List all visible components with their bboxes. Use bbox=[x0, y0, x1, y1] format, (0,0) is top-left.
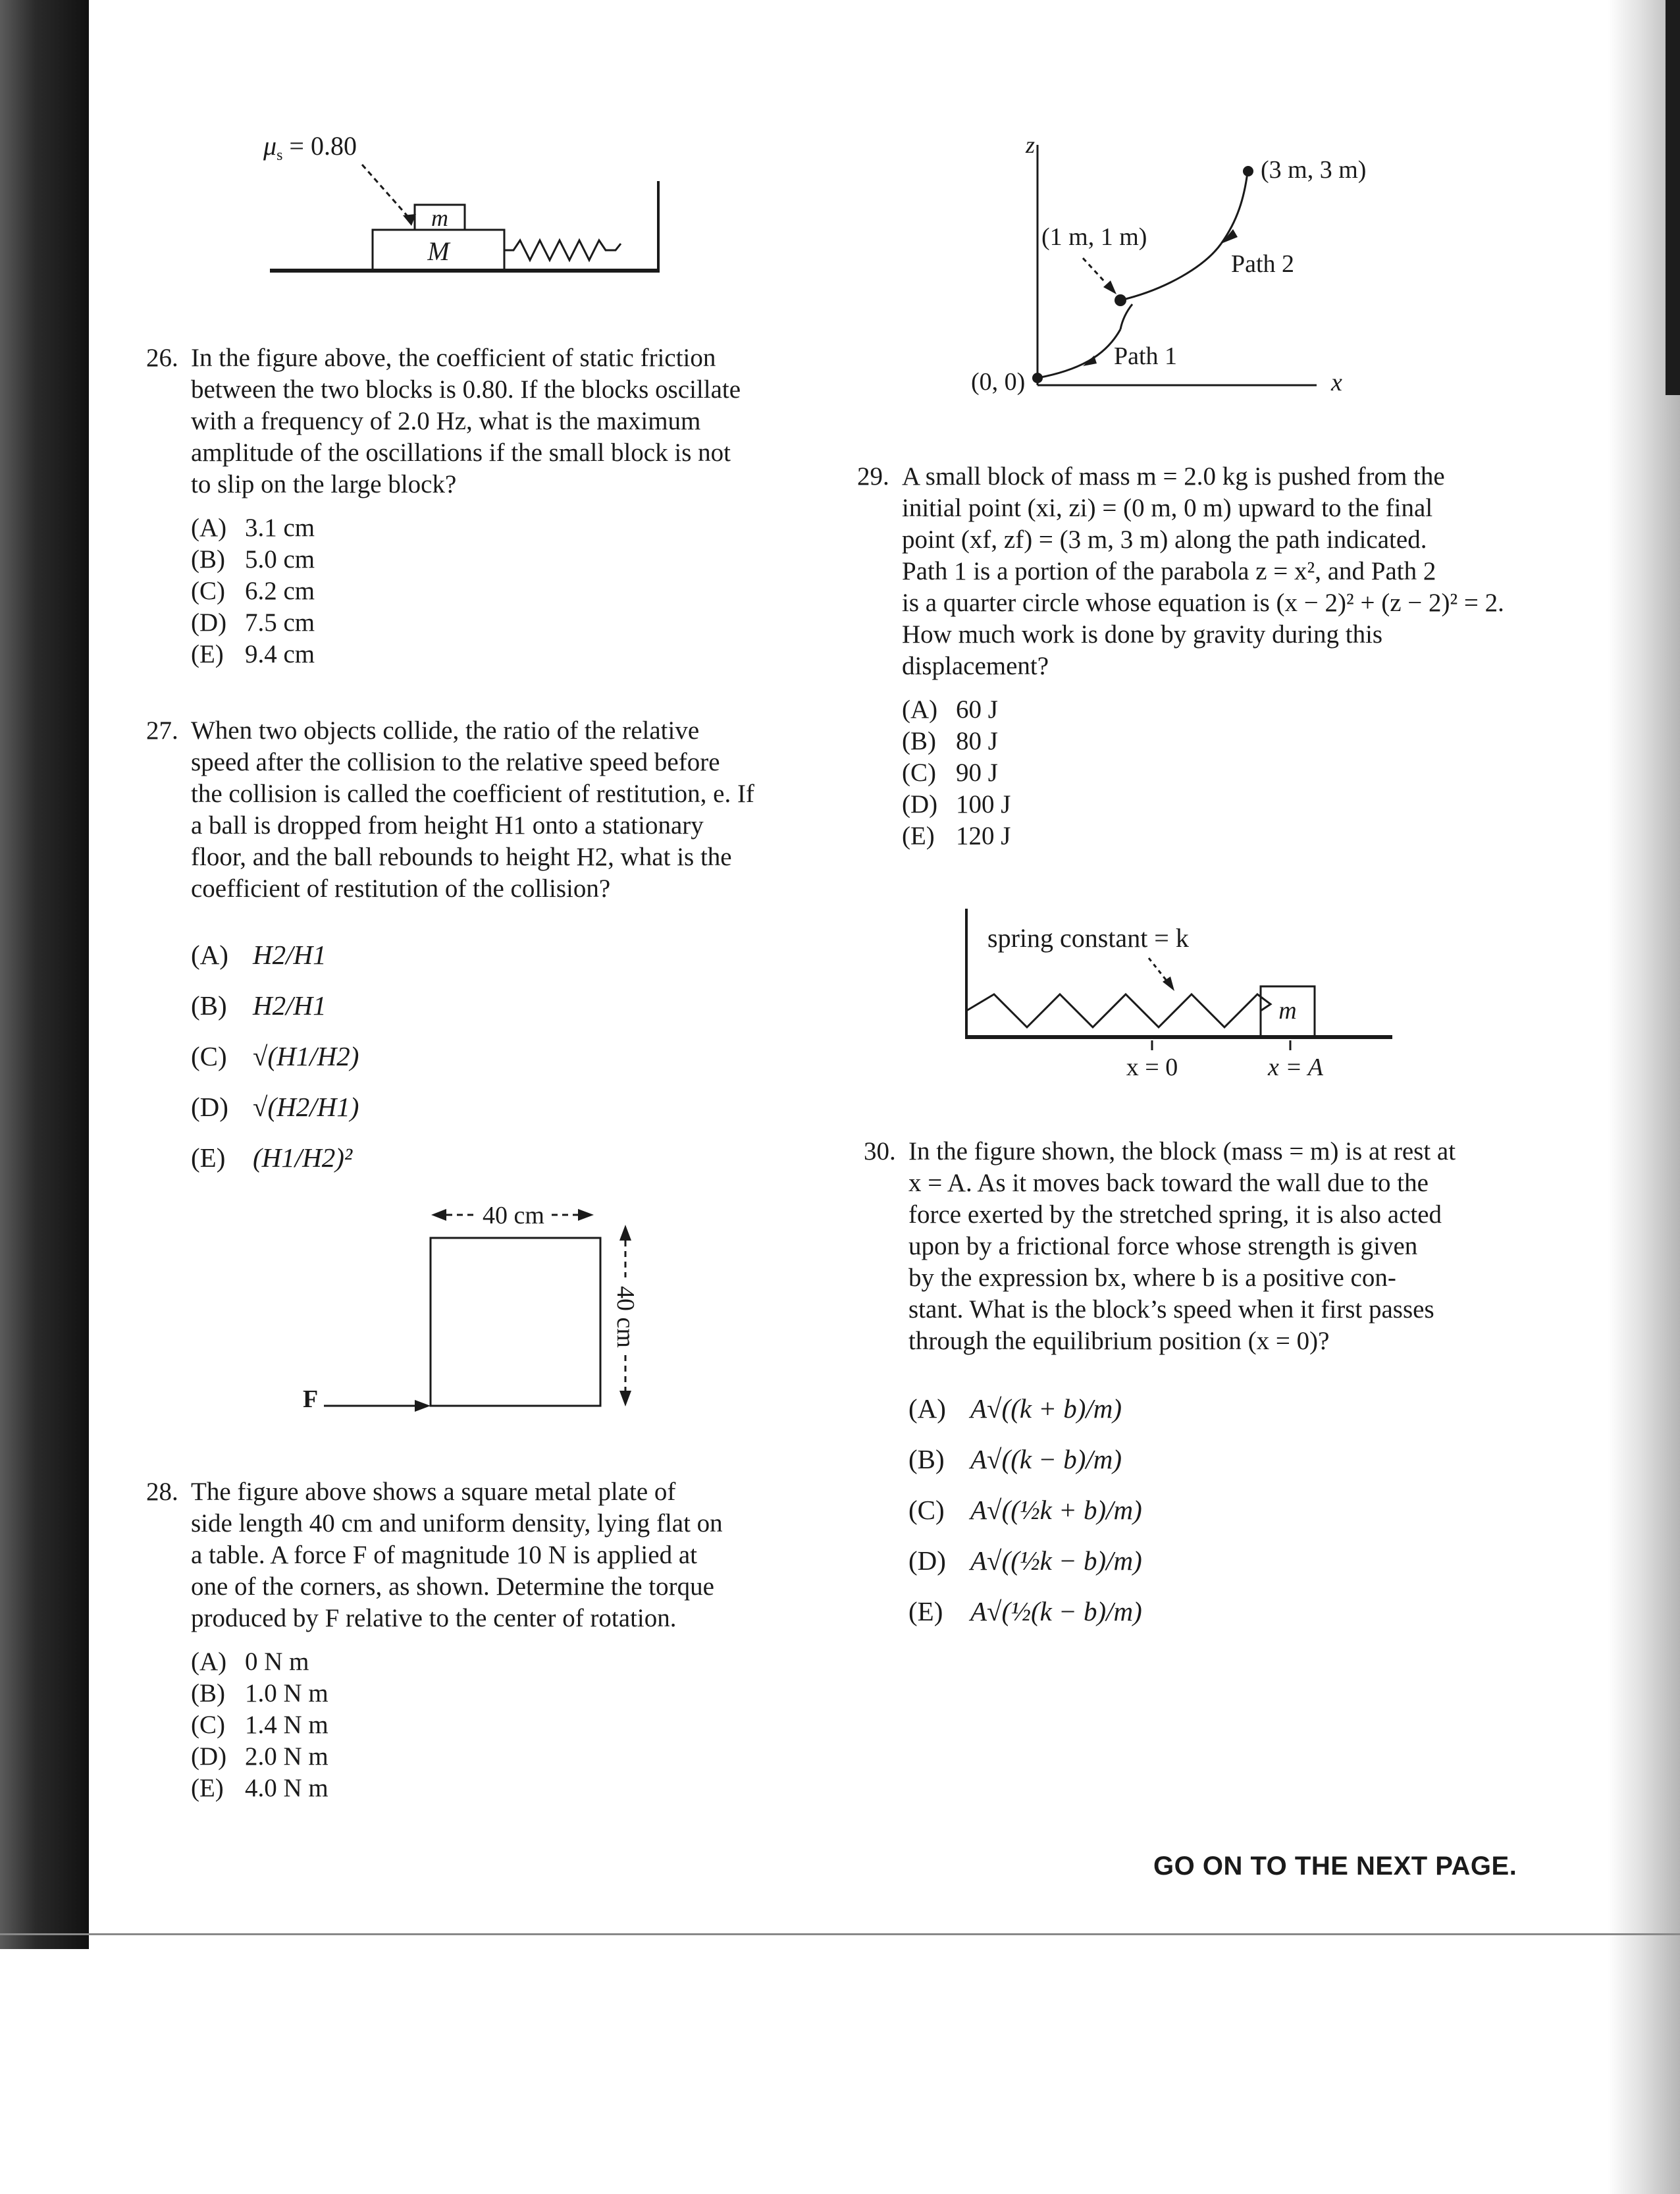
question-line: How much work is done by gravity during this bbox=[902, 620, 1383, 649]
choice-b[interactable]: (B) 5.0 cm bbox=[191, 545, 315, 574]
answer-choices bbox=[191, 930, 804, 1183]
q26-spring bbox=[504, 240, 621, 260]
question-line: is a quarter circle whose equation is (x − 2)² + (z − 2)² = 2. bbox=[902, 589, 1504, 617]
q29-figure bbox=[948, 132, 1448, 408]
question-line: upon by a frictional force whose strength is given bbox=[908, 1232, 1418, 1260]
svg-text:40 cm: 40 cm bbox=[612, 1286, 639, 1348]
choice-a[interactable]: (A) 3.1 cm bbox=[191, 514, 315, 542]
q26-figure bbox=[250, 128, 671, 300]
question-line: produced by F relative to the center of rotation. bbox=[191, 1604, 677, 1632]
choice-b[interactable]: (B) A√((k − b)/m) bbox=[908, 1444, 1122, 1474]
question-line: The figure above shows a square metal plate of bbox=[191, 1478, 676, 1506]
svg-text:Path 2: Path 2 bbox=[1231, 250, 1295, 278]
question-27 bbox=[146, 715, 804, 1183]
svg-text:(1 m, 1 m): (1 m, 1 m) bbox=[1041, 223, 1147, 251]
scan-binding-shadow bbox=[0, 0, 89, 1949]
question-line: force exerted by the stretched spring, it is also acted bbox=[908, 1200, 1442, 1229]
choice-c[interactable]: (C) 1.4 N m bbox=[191, 1711, 328, 1739]
q28-plate bbox=[431, 1238, 600, 1406]
choice-b[interactable]: (B) 1.0 N m bbox=[191, 1679, 328, 1707]
svg-text:x: x bbox=[1331, 369, 1342, 396]
q29-end-point bbox=[1243, 166, 1253, 176]
question-number: 26. bbox=[146, 344, 178, 372]
q30-figure bbox=[955, 905, 1415, 1096]
question-text bbox=[191, 715, 804, 905]
question-line: floor, and the ball rebounds to height H2, what is the bbox=[191, 843, 732, 871]
choice-c[interactable]: (C) 6.2 cm bbox=[191, 577, 315, 605]
question-line: amplitude of the oscillations if the small block is not bbox=[191, 439, 731, 467]
q29-path1 bbox=[1037, 329, 1120, 378]
question-line: speed after the collision to the relative speed before bbox=[191, 748, 720, 776]
choice-d[interactable]: (D) 7.5 cm bbox=[191, 608, 315, 637]
answer-choices bbox=[191, 512, 804, 670]
question-line: x = A. As it moves back toward the wall due to the bbox=[908, 1169, 1429, 1197]
question-line: coefficient of restitution of the collision? bbox=[191, 874, 611, 903]
choice-d[interactable]: (D) 2.0 N m bbox=[191, 1742, 328, 1771]
choice-b[interactable]: (B) 80 J bbox=[902, 727, 998, 755]
question-line: A small block of mass m = 2.0 kg is pushed from the bbox=[902, 462, 1445, 491]
question-line: Path 1 is a portion of the parabola z = x², and Path 2 bbox=[902, 557, 1436, 585]
question-line: initial point (xi, zi) = (0 m, 0 m) upward to the final bbox=[902, 494, 1433, 522]
svg-text:40 cm: 40 cm bbox=[483, 1202, 544, 1229]
question-line: through the equilibrium position (x = 0)? bbox=[908, 1327, 1330, 1355]
choice-c[interactable]: (C) 90 J bbox=[902, 759, 998, 787]
choice-b[interactable]: (B) H2/H1 bbox=[191, 990, 327, 1021]
q29-path2 bbox=[1120, 244, 1221, 300]
question-26 bbox=[146, 342, 804, 670]
choice-a[interactable]: (A) A√((k + b)/m) bbox=[908, 1393, 1122, 1424]
choice-d[interactable]: (D) A√((½k − b)/m) bbox=[908, 1545, 1142, 1576]
question-text bbox=[908, 1136, 1588, 1357]
question-28 bbox=[146, 1476, 804, 1804]
question-29 bbox=[857, 461, 1581, 852]
question-line: In the figure shown, the block (mass = m) is at rest at bbox=[908, 1137, 1456, 1165]
svg-text:(0, 0): (0, 0) bbox=[971, 368, 1026, 396]
svg-text:Path 1: Path 1 bbox=[1114, 342, 1178, 370]
answer-choices bbox=[908, 1383, 1588, 1637]
choice-c[interactable]: (C) √(H1/H2) bbox=[191, 1041, 359, 1071]
question-line: displacement? bbox=[902, 652, 1049, 680]
choice-d[interactable]: (D) √(H2/H1) bbox=[191, 1092, 359, 1122]
q26-mu-label: $\mu_s = 0.80$ bbox=[263, 131, 357, 164]
question-line: with a frequency of 2.0 Hz, what is the maximum bbox=[191, 407, 701, 435]
q30-spring bbox=[966, 994, 1271, 1027]
question-30 bbox=[864, 1136, 1588, 1637]
scan-right-edge bbox=[1666, 0, 1680, 395]
question-number: 27. bbox=[146, 716, 178, 745]
question-line: to slip on the large block? bbox=[191, 470, 457, 498]
q30-spring-label: spring constant = k bbox=[987, 923, 1189, 953]
choice-a[interactable]: (A) H2/H1 bbox=[191, 940, 327, 970]
question-line: a ball is dropped from height H1 onto a stationary bbox=[191, 811, 704, 840]
question-line: side length 40 cm and uniform density, lying flat on bbox=[191, 1509, 723, 1538]
svg-text:M: M bbox=[427, 236, 450, 266]
question-number: 29. bbox=[857, 462, 889, 491]
q28-figure bbox=[290, 1185, 658, 1435]
choice-e[interactable]: (E) 120 J bbox=[902, 822, 1011, 850]
answer-choices bbox=[902, 694, 1581, 852]
question-line: In the figure above, the coefficient of static friction bbox=[191, 344, 716, 372]
question-text bbox=[902, 461, 1581, 682]
page-bottom-edge bbox=[0, 1933, 1680, 1935]
choice-e[interactable]: (E) 4.0 N m bbox=[191, 1774, 328, 1802]
question-line: point (xf, zf) = (3 m, 3 m) along the path indicated. bbox=[902, 525, 1427, 554]
svg-text:x = 0: x = 0 bbox=[1126, 1054, 1178, 1081]
question-line: a table. A force F of magnitude 10 N is applied at bbox=[191, 1541, 697, 1569]
question-line: the collision is called the coefficient of restitution, e. If bbox=[191, 780, 754, 808]
choice-e[interactable]: (E) 9.4 cm bbox=[191, 640, 315, 668]
svg-text:(3 m, 3 m): (3 m, 3 m) bbox=[1261, 156, 1367, 184]
svg-text:z: z bbox=[1026, 132, 1036, 158]
question-line: between the two blocks is 0.80. If the blocks oscillate bbox=[191, 375, 741, 404]
choice-c[interactable]: (C) A√((½k + b)/m) bbox=[908, 1495, 1142, 1525]
svg-text:m: m bbox=[431, 205, 448, 231]
next-page-footer: GO ON TO THE NEXT PAGE. bbox=[1153, 1852, 1517, 1881]
svg-text:m: m bbox=[1278, 997, 1297, 1025]
question-line: When two objects collide, the ratio of the relative bbox=[191, 716, 700, 745]
choice-a[interactable]: (A) 60 J bbox=[902, 695, 998, 724]
choice-e[interactable]: (E) (H1/H2)² bbox=[191, 1142, 353, 1173]
choice-e[interactable]: (E) A√(½(k − b)/m) bbox=[908, 1596, 1142, 1626]
svg-text:F: F bbox=[303, 1385, 319, 1413]
question-line: one of the corners, as shown. Determine the torque bbox=[191, 1572, 714, 1601]
choice-a[interactable]: (A) 0 N m bbox=[191, 1647, 309, 1676]
question-number: 30. bbox=[864, 1137, 896, 1165]
svg-text:x = A: x = A bbox=[1267, 1054, 1324, 1081]
choice-d[interactable]: (D) 100 J bbox=[902, 790, 1011, 818]
question-line: by the expression bx, where b is a positive con- bbox=[908, 1264, 1396, 1292]
question-number: 28. bbox=[146, 1478, 178, 1506]
answer-choices bbox=[191, 1646, 804, 1804]
question-text bbox=[191, 1476, 804, 1634]
question-line: stant. What is the block’s speed when it first passes bbox=[908, 1295, 1434, 1324]
question-text bbox=[191, 342, 804, 500]
